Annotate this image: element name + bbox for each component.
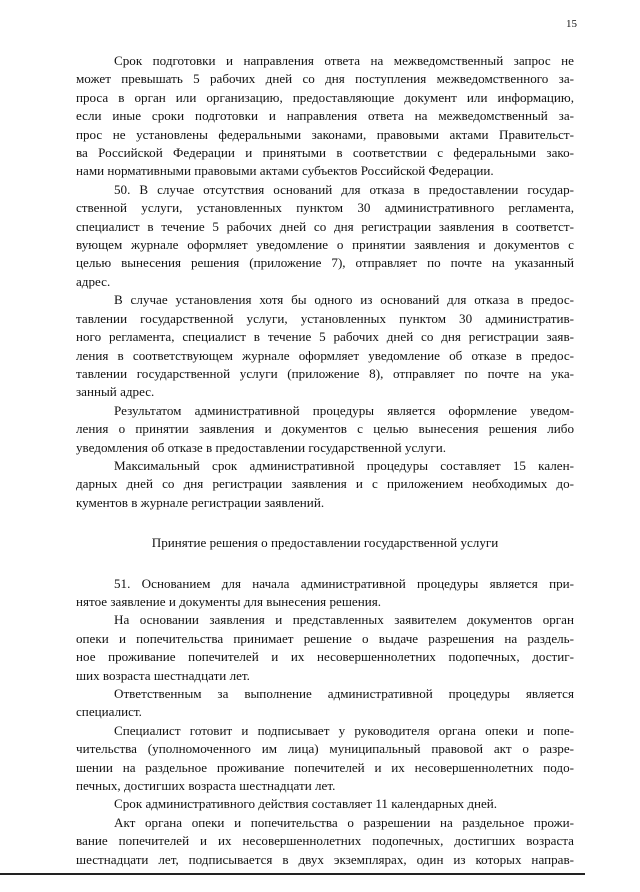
text-line: может превышать 5 рабочих дней со дня поступления межведомственного за-: [76, 71, 574, 87]
paragraph: [76, 685, 574, 722]
text-line: ших возраста шестнадцати лет.: [76, 667, 250, 683]
text-line: вующем журнале оформляет уведомление о принятии заявления и документов с: [76, 237, 574, 253]
bottom-rule: [0, 873, 585, 875]
text-line: 50. В случае отсутствия оснований для отказа в предоставлении государ-: [114, 181, 574, 197]
text-line: Ответственным за выполнение административной процедуры является: [114, 686, 574, 701]
text-line: специалист в течение 5 рабочих дней со дня регистрации заявления в соответст-: [76, 218, 574, 234]
text-line: Специалист готовит и подписывает у руководителя органа опеки и попе-: [114, 722, 574, 738]
paragraphs-after-heading: [76, 575, 574, 870]
paragraphs-before-heading: [76, 52, 574, 512]
document-body: [76, 52, 574, 869]
page-number: 15: [566, 18, 577, 30]
text-line: если иные сроки подготовки и направления ответа на межведомственный за-: [76, 108, 574, 124]
text-line: адрес.: [76, 273, 111, 289]
text-line: Срок подготовки и направления ответа на межведомственный запрос не: [114, 53, 574, 68]
paragraph: [76, 402, 574, 457]
text-line: Результатом административной процедуры является оформление уведом-: [114, 402, 574, 418]
paragraph: [76, 52, 574, 181]
text-line: нами нормативными правовыми актами субъектов Российской Федерации.: [76, 163, 494, 179]
text-line: На основании заявления и представленных заявителем документов орган: [114, 612, 574, 628]
text-line: нятое заявление и документы для вынесения решения.: [76, 593, 382, 609]
paragraph: [76, 457, 574, 512]
text-line: Максимальный срок административной процедуры составляет 15 кален-: [114, 457, 574, 473]
paragraph: [76, 722, 574, 796]
paragraph: [76, 814, 574, 869]
text-line: ления о принятии заявления и документов с целью вынесения решения либо: [76, 421, 574, 437]
text-line: 51. Основанием для начала административной процедуры является при-: [114, 575, 574, 591]
text-line: прос не установлены федеральными законами, правовыми актами Правительст-: [76, 126, 574, 142]
text-line: кументов в журнале регистрации заявлений.: [76, 494, 325, 510]
text-line: уведомления об отказе в предоставлении государственной услуги.: [76, 439, 447, 455]
text-line: ное проживание попечителей и их несовершеннолетних подопечных, достиг-: [76, 649, 574, 665]
text-line: ственной услуги, установленных пунктом 30 административного регламента,: [76, 200, 574, 216]
paragraph: [76, 795, 574, 813]
text-line: проса в орган или организацию, предоставляющие документ или информацию,: [76, 89, 574, 105]
text-line: Акт органа опеки и попечительства о разрешении на раздельное прожи-: [114, 814, 574, 830]
text-line: шестнадцати лет, подписывается в двух экземплярах, один из которых направ-: [76, 851, 574, 867]
text-line: чительства (уполномоченного им лица) муниципальный правовой акт о разре-: [76, 741, 574, 757]
text-line: шении на раздельное проживание попечителей и их несовершеннолетних подо-: [76, 759, 574, 775]
text-line: целью вынесения решения (приложение 7), отправляет по почте на указанный: [76, 255, 574, 271]
text-line: ления в соответствующем журнале оформляет уведомление об отказе в предос-: [76, 347, 574, 363]
section-heading: Принятие решения о предоставлении государственной услуги: [151, 535, 499, 551]
text-line: дарных дней со дня регистрации заявления и с приложением необходимых до-: [76, 476, 574, 492]
text-line: тавлении государственной услуги, установленных пунктом 30 административ-: [76, 310, 574, 326]
paragraph: [76, 181, 574, 291]
text-line: ного регламента, специалист в течение 5 рабочих дней со дня регистрации заяв-: [76, 329, 574, 345]
text-line: опеки и попечительства принимает решение о выдаче разрешения на раздель-: [76, 630, 574, 646]
text-line: ва Российской Федерации и принятыми в соответствии с федеральными зако-: [76, 145, 574, 161]
text-line: В случае установления хотя бы одного из оснований для отказа в предос-: [114, 292, 574, 308]
paragraph: [76, 611, 574, 685]
paragraph: [76, 291, 574, 401]
text-line: занный адрес.: [76, 384, 155, 400]
text-line: вание попечителей и их несовершеннолетних подопечных, достигших возраста: [76, 833, 574, 849]
text-line: печных, достигших возраста шестнадцати лет.: [76, 778, 336, 794]
text-line: тавлении государственной услуги (приложение 8), отправляет по почте на ука-: [76, 365, 574, 381]
text-line: специалист.: [76, 704, 142, 720]
paragraph: [76, 575, 574, 612]
text-line: Срок административного действия составляет 11 календарных дней.: [114, 796, 498, 812]
